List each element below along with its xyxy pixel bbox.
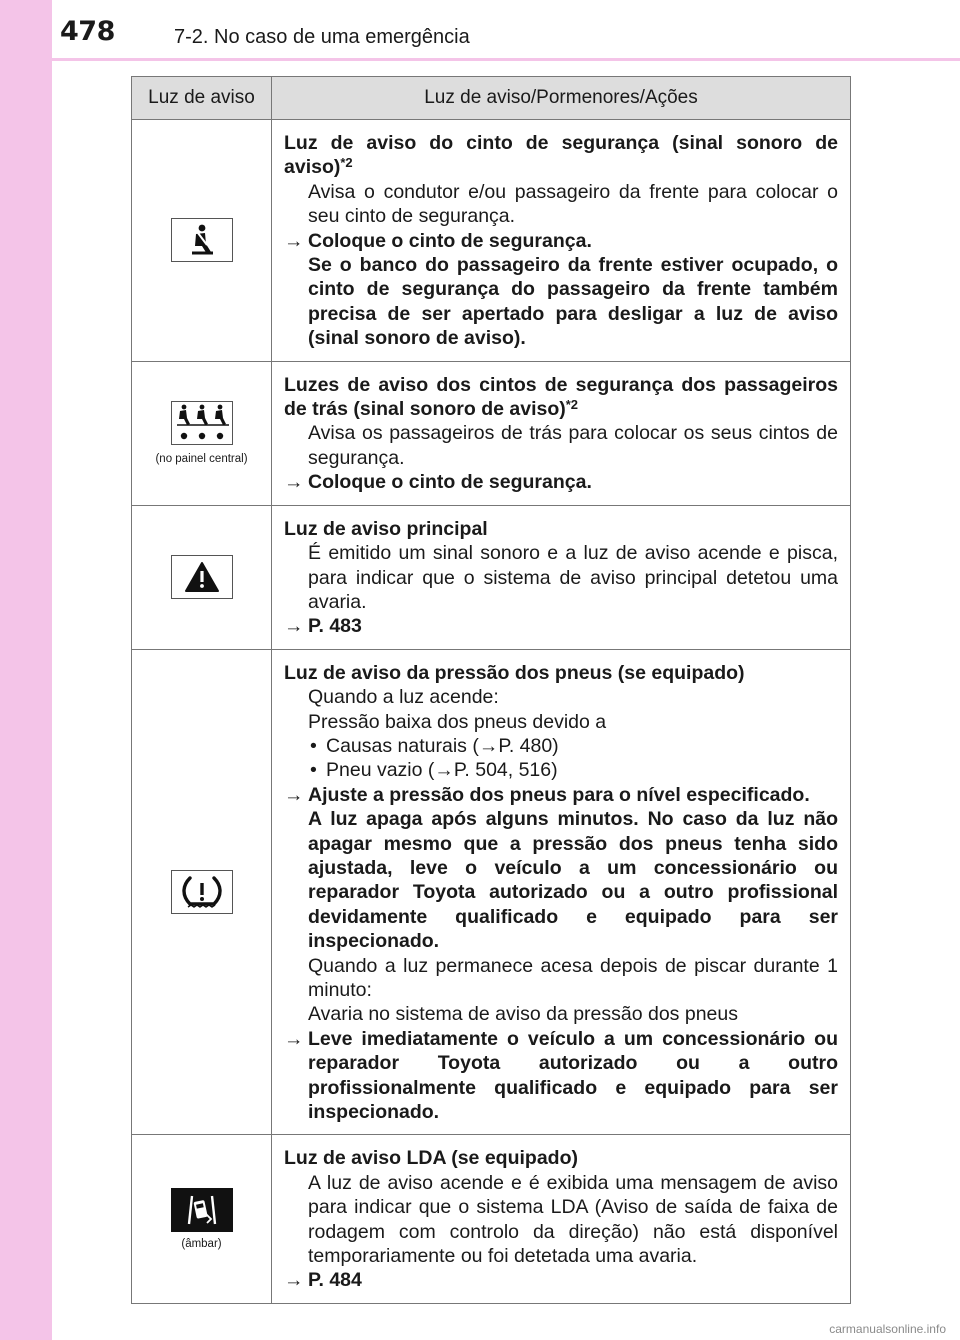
arrow-icon: → [284,1269,304,1292]
side-tab-strip [0,0,52,1340]
seatbelt-warning-icon [171,218,233,262]
rear-seatbelt-warning-icon [171,401,233,445]
table-row [132,649,851,1135]
row-title-text: Luzes de aviso dos cintos de segurança dos passageiros de trás (sinal sonoro de aviso) [284,373,838,421]
details-cell [272,649,851,1135]
row-description: Avisa os passageiros de trás para colocar os seus cintos de segurança. [308,422,838,469]
action-text: Leve imediatamente o veículo a um concessionário ou reparador Toyota autorizado ou a outro profissionalmente qualificado e equipado para ser inspecionado. [308,1027,838,1124]
row-description: A luz de aviso acende e é exibida uma mensagem de aviso para indicar que o sistema LDA (Aviso de saída de faixa de rodagem com controlo da direção) não está disponível temporariamente ou foi detetada uma avaria. [308,1171,838,1268]
list-item: • Pneu vazio (→P. 504, 516) [284,758,838,782]
icon-cell [132,649,272,1135]
action-note: Se o banco do passageiro da frente estiver ocupado, o cinto de segurança do passageiro da frente também precisa de ser apertado para desligar a luz de aviso (sinal sonoro de aviso). [308,254,838,350]
arrow-icon: → [284,471,304,494]
section-title: 7-2. No caso de uma emergência [174,26,470,48]
icon-cell [132,1135,272,1303]
row-action [284,229,838,351]
row-title [284,373,838,422]
arrow-icon: → [284,1027,304,1050]
row-description: É emitido um sinal sonoro e a luz de aviso acende e pisca, para indicar que o sistema de aviso principal detetou uma avaria. [308,542,838,613]
action-text: Coloque o cinto de segurança. [308,471,592,494]
arrow-icon: → [284,783,304,806]
action-note: A luz apaga após alguns minutos. No caso da luz não apagar mesmo que a pressão dos pneus tenha sido ajustada, leve o veículo a um concessionário ou reparador Toyota autorizado ou a outro profissional devidamente qualificado e equipado para ser inspecionado. [308,808,838,953]
row-title: Luz de aviso principal [284,517,488,540]
row-action [284,614,838,638]
table-header-row [132,77,851,120]
column-header-details: Luz de aviso/Pormenores/Ações [272,77,851,120]
arrow-icon: → [284,615,304,638]
page-reference: P. 484 [308,1269,362,1292]
condition-label: Quando a luz acende: [308,686,499,709]
warning-lights-table [131,76,851,1304]
table-row [132,505,851,649]
footnote-mark: *2 [565,397,579,413]
page-reference: P. 483 [308,615,362,638]
row-description: Avisa o condutor e/ou passageiro da frente para colocar o seu cinto de segurança. [308,180,838,228]
icon-cell [132,120,272,362]
row-action [284,783,838,954]
details-cell [272,505,851,649]
footnote-mark: *2 [340,155,353,171]
list-item: • Causas naturais (→P. 480) [284,734,838,758]
cause-label: Avaria no sistema de aviso da pressão dos pneus [308,1003,738,1026]
details-cell [272,361,851,505]
row-title: Luz de aviso da pressão dos pneus (se equipado) [284,661,745,684]
action-text: Ajuste a pressão dos pneus para o nível especificado. [308,783,810,806]
condition-label: Quando a luz permanece acesa depois de piscar durante 1 minuto: [308,954,838,1001]
table-row [132,361,851,505]
page-number: 478 [60,16,115,47]
details-cell [272,120,851,362]
cause-label: Pressão baixa dos pneus devido a [308,710,607,733]
icon-caption: (no painel central) [155,453,248,466]
column-header-warning-light: Luz de aviso [132,77,272,120]
icon-cell [132,505,272,649]
table-row [132,1135,851,1303]
details-cell [272,1135,851,1303]
master-warning-triangle-icon [171,555,233,599]
row-title [284,131,838,180]
table-row [132,120,851,362]
row-action [284,470,838,494]
row-title: Luz de aviso LDA (se equipado) [284,1147,578,1170]
icon-cell [132,361,272,505]
icon-caption: (âmbar) [181,1238,222,1251]
header-rule [52,58,960,61]
row-title-text: Luz de aviso do cinto de segurança (sinal sonoro de aviso) [284,132,838,179]
action-text: Coloque o cinto de segurança. [308,229,592,252]
arrow-icon: → [284,229,304,252]
lda-warning-icon [171,1188,233,1232]
tire-pressure-warning-icon [171,870,233,914]
row-action [284,1268,838,1292]
watermark: carmanualsonline.info [829,1322,946,1336]
row-action [284,1027,838,1125]
